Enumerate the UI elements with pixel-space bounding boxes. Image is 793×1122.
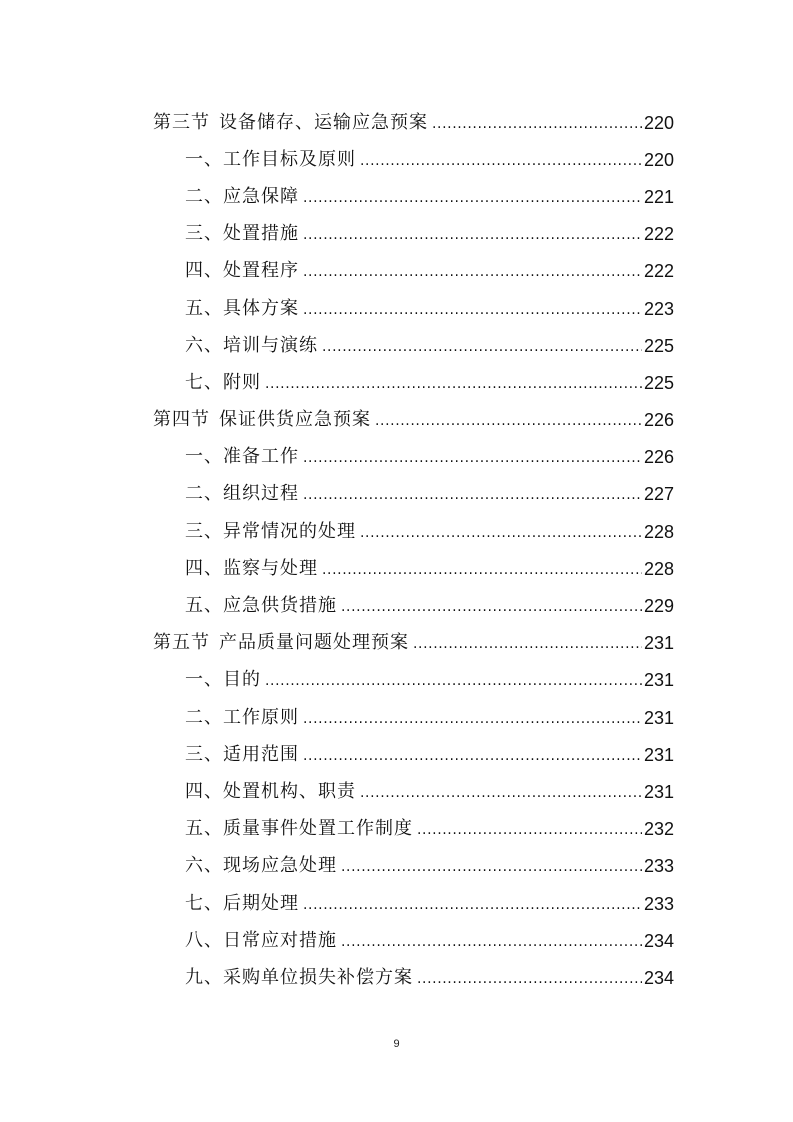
toc-leader-dots [417, 820, 642, 838]
toc-entry-text: 日常应对措施 [223, 929, 337, 951]
toc-entry-number: 三、 [185, 520, 223, 542]
toc-entry-title [185, 597, 337, 615]
toc-entry-text: 产品质量问题处理预案 [219, 632, 409, 654]
toc-entry-title [185, 185, 299, 207]
toc-entry-number: 六、 [185, 334, 223, 356]
toc-entry-number: 八、 [185, 929, 223, 951]
toc-entry-title [185, 671, 261, 689]
toc-entry-text: 工作目标及原则 [223, 148, 356, 170]
toc-page-number: 232 [643, 819, 674, 840]
toc-entry-text: 后期处理 [223, 892, 299, 914]
toc-page-number: 231 [643, 633, 674, 654]
toc-entry-text: 设备储存、运输应急预案 [219, 111, 428, 133]
toc-entry[interactable] [153, 327, 674, 364]
table-of-contents [153, 104, 674, 997]
toc-entry-text: 应急保障 [223, 185, 299, 207]
toc-page-number: 228 [643, 558, 674, 579]
toc-leader-dots [375, 411, 642, 429]
toc-entry-title [185, 225, 299, 243]
toc-leader-dots [341, 932, 642, 950]
toc-page-number: 231 [643, 670, 674, 691]
toc-leader-dots [303, 300, 642, 318]
toc-leader-dots [303, 895, 642, 913]
toc-entry-text: 保证供货应急预案 [219, 409, 371, 431]
toc-page-number: 225 [643, 372, 674, 393]
toc-entry-title [185, 262, 299, 280]
toc-entry-number: 七、 [185, 371, 223, 393]
toc-entry-text: 组织过程 [223, 483, 299, 505]
toc-leader-dots [303, 709, 642, 727]
toc-leader-dots [322, 337, 642, 355]
toc-entry-number: 三、 [185, 223, 223, 245]
toc-entry-number: 第四节 [153, 409, 210, 431]
toc-entry[interactable] [153, 587, 674, 624]
toc-entry-text: 处置措施 [223, 223, 299, 245]
toc-entry-number: 二、 [185, 483, 223, 505]
toc-entry-number: 四、 [185, 780, 223, 802]
toc-entry-title [185, 929, 337, 951]
toc-entry-number: 一、 [185, 446, 223, 468]
toc-entry[interactable] [153, 811, 674, 848]
toc-entry-text: 附则 [223, 371, 261, 393]
toc-entry-title [185, 820, 413, 838]
toc-entry-text: 监察与处理 [223, 557, 318, 579]
toc-leader-dots [303, 188, 642, 206]
toc-entry-text: 质量事件处置工作制度 [223, 818, 413, 840]
page-number-footer: 9 [393, 1038, 400, 1050]
toc-entry-title [153, 411, 371, 429]
toc-leader-dots [303, 225, 642, 243]
toc-entry-number: 一、 [185, 669, 223, 691]
toc-entry[interactable] [153, 402, 674, 439]
toc-entry-title [185, 780, 356, 802]
toc-entry-text: 处置机构、职责 [223, 780, 356, 802]
toc-entry-title [185, 334, 318, 356]
toc-entry[interactable] [153, 922, 674, 959]
toc-entry[interactable] [153, 104, 674, 141]
toc-entry-text: 适用范围 [223, 743, 299, 765]
toc-entry-number: 二、 [185, 185, 223, 207]
toc-entry-title [185, 966, 413, 988]
toc-entry-text: 采购单位损失补偿方案 [223, 966, 413, 988]
toc-page-number: 231 [643, 781, 674, 802]
toc-entry-title [153, 111, 428, 133]
toc-entry-number: 三、 [185, 743, 223, 765]
toc-entry[interactable] [153, 141, 674, 178]
toc-entry-text: 目的 [223, 669, 261, 691]
toc-entry-title [185, 297, 299, 319]
toc-leader-dots [432, 114, 642, 132]
toc-entry-number: 四、 [185, 557, 223, 579]
toc-page-number: 233 [643, 893, 674, 914]
toc-entry-number: 七、 [185, 892, 223, 914]
toc-entry[interactable] [153, 699, 674, 736]
toc-entry-title [185, 743, 299, 765]
toc-entry[interactable] [153, 439, 674, 476]
toc-entry[interactable] [153, 736, 674, 773]
toc-entry[interactable] [153, 513, 674, 550]
toc-entry-title [185, 148, 356, 170]
toc-page-number: 225 [643, 335, 674, 356]
toc-leader-dots [303, 262, 642, 280]
toc-leader-dots [265, 374, 642, 392]
toc-leader-dots [303, 448, 642, 466]
toc-leader-dots [265, 671, 642, 689]
toc-entry-text: 现场应急处理 [223, 855, 337, 877]
toc-entry[interactable] [153, 885, 674, 922]
toc-entry-number: 一、 [185, 148, 223, 170]
toc-page-number: 228 [643, 521, 674, 542]
toc-page-number: 220 [643, 112, 674, 133]
toc-entry-text: 处置程序 [223, 260, 299, 282]
toc-entry-number: 六、 [185, 855, 223, 877]
toc-entry-text: 应急供货措施 [223, 595, 337, 617]
toc-entry[interactable] [153, 476, 674, 513]
toc-entry-number: 五、 [185, 818, 223, 840]
toc-entry-title [185, 520, 356, 542]
toc-entry-text: 具体方案 [223, 297, 299, 319]
toc-entry[interactable] [153, 290, 674, 327]
toc-entry-number: 二、 [185, 706, 223, 728]
toc-entry-number: 第三节 [153, 111, 210, 133]
toc-page-number: 231 [643, 744, 674, 765]
toc-entry-title [185, 448, 299, 466]
toc-leader-dots [322, 560, 642, 578]
toc-page-number: 234 [643, 967, 674, 988]
toc-entry-title [185, 706, 299, 728]
toc-page-number: 223 [643, 298, 674, 319]
toc-entry-number: 四、 [185, 260, 223, 282]
toc-page-number: 234 [643, 930, 674, 951]
toc-entry[interactable] [153, 848, 674, 885]
toc-leader-dots [341, 597, 642, 615]
toc-entry-title [185, 857, 337, 875]
toc-leader-dots [413, 634, 642, 652]
toc-leader-dots [303, 746, 642, 764]
toc-entry-text: 培训与演练 [223, 334, 318, 356]
toc-entry[interactable] [153, 364, 674, 401]
toc-leader-dots [360, 783, 642, 801]
toc-entry[interactable] [153, 773, 674, 810]
toc-entry-number: 五、 [185, 297, 223, 319]
toc-entry-number: 九、 [185, 966, 223, 988]
toc-page-number: 221 [643, 186, 674, 207]
toc-entry[interactable] [153, 625, 674, 662]
toc-page-number: 233 [643, 856, 674, 877]
toc-entry[interactable] [153, 959, 674, 996]
toc-page-number: 229 [643, 596, 674, 617]
toc-entry[interactable] [153, 216, 674, 253]
toc-entry-title [185, 892, 299, 914]
toc-entry-number: 第五节 [153, 632, 210, 654]
toc-page-number: 227 [643, 484, 674, 505]
toc-entry-title [153, 634, 409, 652]
toc-entry[interactable] [153, 178, 674, 215]
toc-page-number: 220 [643, 149, 674, 170]
toc-entry-title [185, 371, 261, 393]
toc-entry-title [185, 557, 318, 579]
toc-entry-text: 异常情况的处理 [223, 520, 356, 542]
toc-entry-text: 工作原则 [223, 706, 299, 728]
toc-page-number: 222 [643, 261, 674, 282]
toc-leader-dots [360, 523, 642, 541]
toc-leader-dots [303, 485, 642, 503]
toc-page-number: 222 [643, 224, 674, 245]
toc-entry[interactable] [153, 253, 674, 290]
toc-entry-title [185, 485, 299, 503]
toc-page-number: 226 [643, 410, 674, 431]
toc-entry[interactable] [153, 550, 674, 587]
toc-entry[interactable] [153, 662, 674, 699]
toc-leader-dots [360, 151, 642, 169]
toc-leader-dots [341, 857, 642, 875]
toc-leader-dots [417, 969, 642, 987]
toc-entry-text: 准备工作 [223, 446, 299, 468]
toc-page-number: 231 [643, 707, 674, 728]
toc-entry-number: 五、 [185, 595, 223, 617]
toc-page-number: 226 [643, 447, 674, 468]
